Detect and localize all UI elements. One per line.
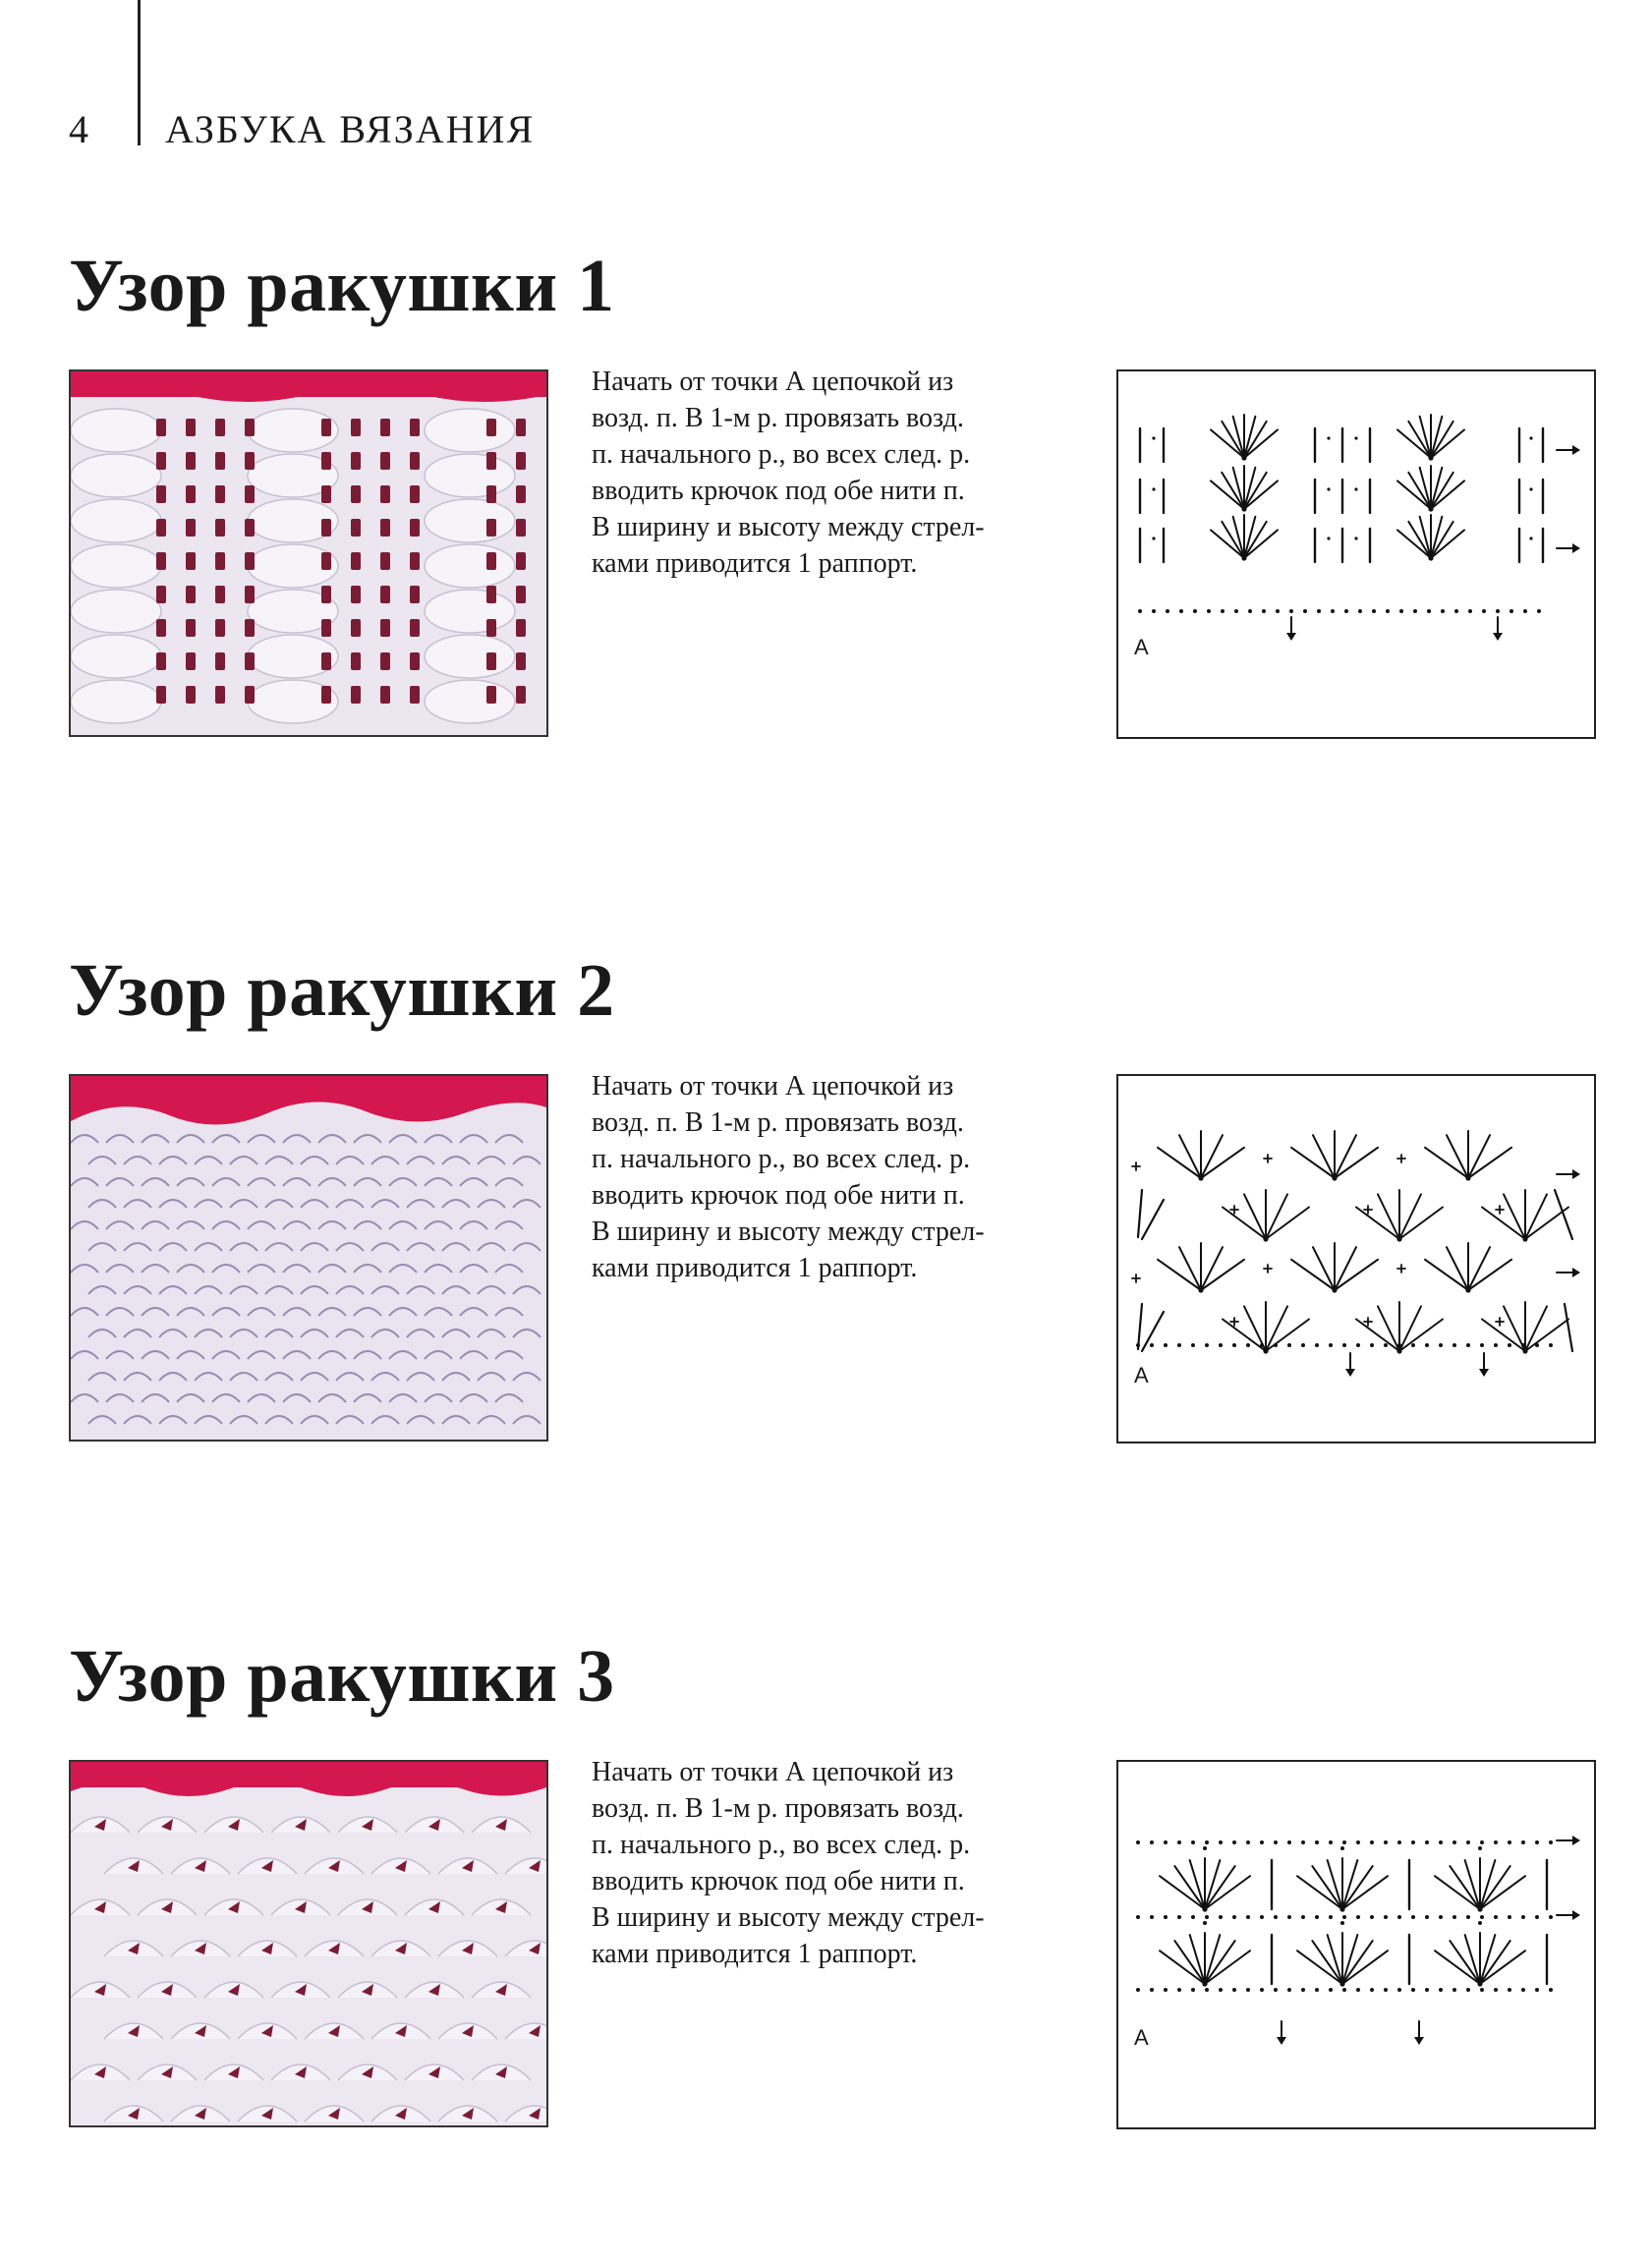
start-point-label: A — [1134, 1363, 1149, 1387]
swatch-photo-3 — [69, 1760, 548, 2127]
instruction-line: В ширину и высоту между стрел- — [592, 1902, 985, 1933]
row-arrow — [1557, 543, 1580, 553]
single-crochet-symbol — [1132, 1274, 1140, 1282]
instruction-line: возд. п. В 1-м р. провязать возд. — [592, 1107, 964, 1138]
instruction-line: возд. п. В 1-м р. провязать возд. — [592, 403, 964, 433]
single-crochet-symbol — [1364, 1206, 1372, 1214]
shell-symbol — [1435, 1933, 1525, 1987]
section-title: Узор ракушки 1 — [69, 245, 615, 327]
row-arrow — [1557, 1836, 1580, 1845]
diagram-3-symbols — [1118, 1762, 1594, 2127]
edge-stitches — [1138, 1190, 1572, 1351]
swatch-1-image — [71, 371, 546, 735]
shell-symbol — [1482, 1190, 1568, 1242]
instruction-line: вводить крючок под обе нити п. — [592, 476, 965, 506]
single-crochet-symbol — [1364, 1318, 1372, 1326]
shell-symbol — [1297, 1933, 1388, 1987]
shell-symbol — [1160, 1858, 1250, 1912]
instruction-line: ками приводится 1 раппорт. — [592, 1939, 918, 1969]
shell-symbol — [1397, 466, 1464, 512]
repeat-arrow — [1414, 2021, 1424, 2045]
shell-symbol — [1211, 415, 1278, 461]
repeat-arrow — [1277, 2021, 1286, 2045]
stitch-diagram-3 — [1116, 1760, 1596, 2129]
single-crochet-symbol — [1230, 1318, 1238, 1326]
instruction-line: п. начального р., во всех след. р. — [592, 1830, 971, 1860]
repeat-arrow — [1479, 1353, 1489, 1377]
shell-symbol — [1435, 1858, 1525, 1912]
chain-row — [1136, 1343, 1553, 1347]
section-title: Узор ракушки 2 — [69, 949, 615, 1032]
row-arrow — [1557, 1910, 1580, 1920]
instructions-3 — [592, 1754, 1083, 1972]
instruction-line: Начать от точки А цепочкой из — [592, 367, 954, 397]
shell-pattern-1-section — [0, 244, 1652, 873]
shell-symbol — [1356, 1190, 1443, 1242]
row-arrow — [1557, 1268, 1580, 1277]
shell-symbol — [1291, 1243, 1378, 1293]
page-number: 4 — [69, 107, 88, 151]
chain-row — [1136, 1840, 1553, 1844]
chain-row — [1138, 609, 1541, 613]
shell-pattern-2-section — [0, 948, 1652, 1577]
instruction-line: ками приводится 1 раппорт. — [592, 548, 918, 579]
header-rule — [138, 0, 141, 145]
instruction-line: п. начального р., во всех след. р. — [592, 1144, 971, 1174]
swatch-3-image — [71, 1762, 546, 2125]
single-crochet-symbol — [1132, 1162, 1140, 1170]
instruction-line: п. начального р., во всех след. р. — [592, 439, 971, 470]
row-arrow — [1557, 1169, 1580, 1179]
shell-symbol — [1211, 515, 1278, 561]
instruction-line: В ширину и высоту между стрел- — [592, 512, 985, 542]
instruction-line: вводить крючок под обе нити п. — [592, 1866, 965, 1896]
repeat-arrow — [1286, 617, 1296, 641]
shell-symbol — [1425, 1131, 1511, 1181]
swatch-photo-1 — [69, 369, 548, 737]
stitch-bars — [1140, 480, 1543, 513]
instruction-line: В ширину и высоту между стрел- — [592, 1216, 985, 1247]
shell-symbol — [1158, 1243, 1244, 1293]
shell-symbol — [1397, 415, 1464, 461]
running-title: АЗБУКА ВЯЗАНИЯ — [165, 107, 536, 151]
repeat-arrow — [1345, 1353, 1355, 1377]
swatch-2-image — [71, 1076, 546, 1440]
shell-symbol — [1160, 1933, 1250, 1987]
stitch-diagram-1 — [1116, 369, 1596, 739]
instructions-1 — [592, 364, 1083, 582]
single-crochet-symbol — [1397, 1265, 1405, 1273]
shell-symbol — [1397, 515, 1464, 561]
row-arrow — [1557, 445, 1580, 455]
instruction-line: возд. п. В 1-м р. провязать возд. — [592, 1793, 964, 1824]
single-crochet-symbol — [1264, 1155, 1272, 1162]
swatch-photo-2 — [69, 1074, 548, 1442]
stitch-bars — [1140, 428, 1543, 462]
shell-symbol — [1211, 466, 1278, 512]
instruction-line: Начать от точки А цепочкой из — [592, 1071, 954, 1102]
stitch-diagram-2 — [1116, 1074, 1596, 1443]
start-point-label: A — [1134, 2025, 1149, 2050]
shell-symbol — [1158, 1131, 1244, 1181]
diagram-2-symbols — [1118, 1076, 1594, 1442]
instruction-line: ками приводится 1 раппорт. — [592, 1253, 918, 1283]
chain-row — [1136, 1915, 1553, 1919]
shell-symbol — [1291, 1131, 1378, 1181]
single-crochet-symbol — [1397, 1155, 1405, 1162]
instructions-2 — [592, 1068, 1083, 1286]
shell-symbol — [1425, 1243, 1511, 1293]
instruction-line: Начать от точки А цепочкой из — [592, 1757, 954, 1787]
shell-symbol — [1223, 1190, 1309, 1242]
section-title: Узор ракушки 3 — [69, 1635, 615, 1718]
single-crochet-symbol — [1264, 1265, 1272, 1273]
single-crochet-symbol — [1496, 1206, 1504, 1214]
diagram-1-symbols — [1118, 371, 1594, 737]
shell-pattern-3-section — [0, 1634, 1652, 2263]
single-crochet-symbol — [1230, 1206, 1238, 1214]
single-crochet-symbol — [1496, 1318, 1504, 1326]
chain-row — [1136, 1988, 1553, 1992]
stitch-bars — [1140, 529, 1543, 562]
instruction-line: вводить крючок под обе нити п. — [592, 1180, 965, 1211]
shell-symbol — [1297, 1858, 1388, 1912]
repeat-arrow — [1493, 617, 1503, 641]
start-point-label: A — [1134, 635, 1149, 659]
